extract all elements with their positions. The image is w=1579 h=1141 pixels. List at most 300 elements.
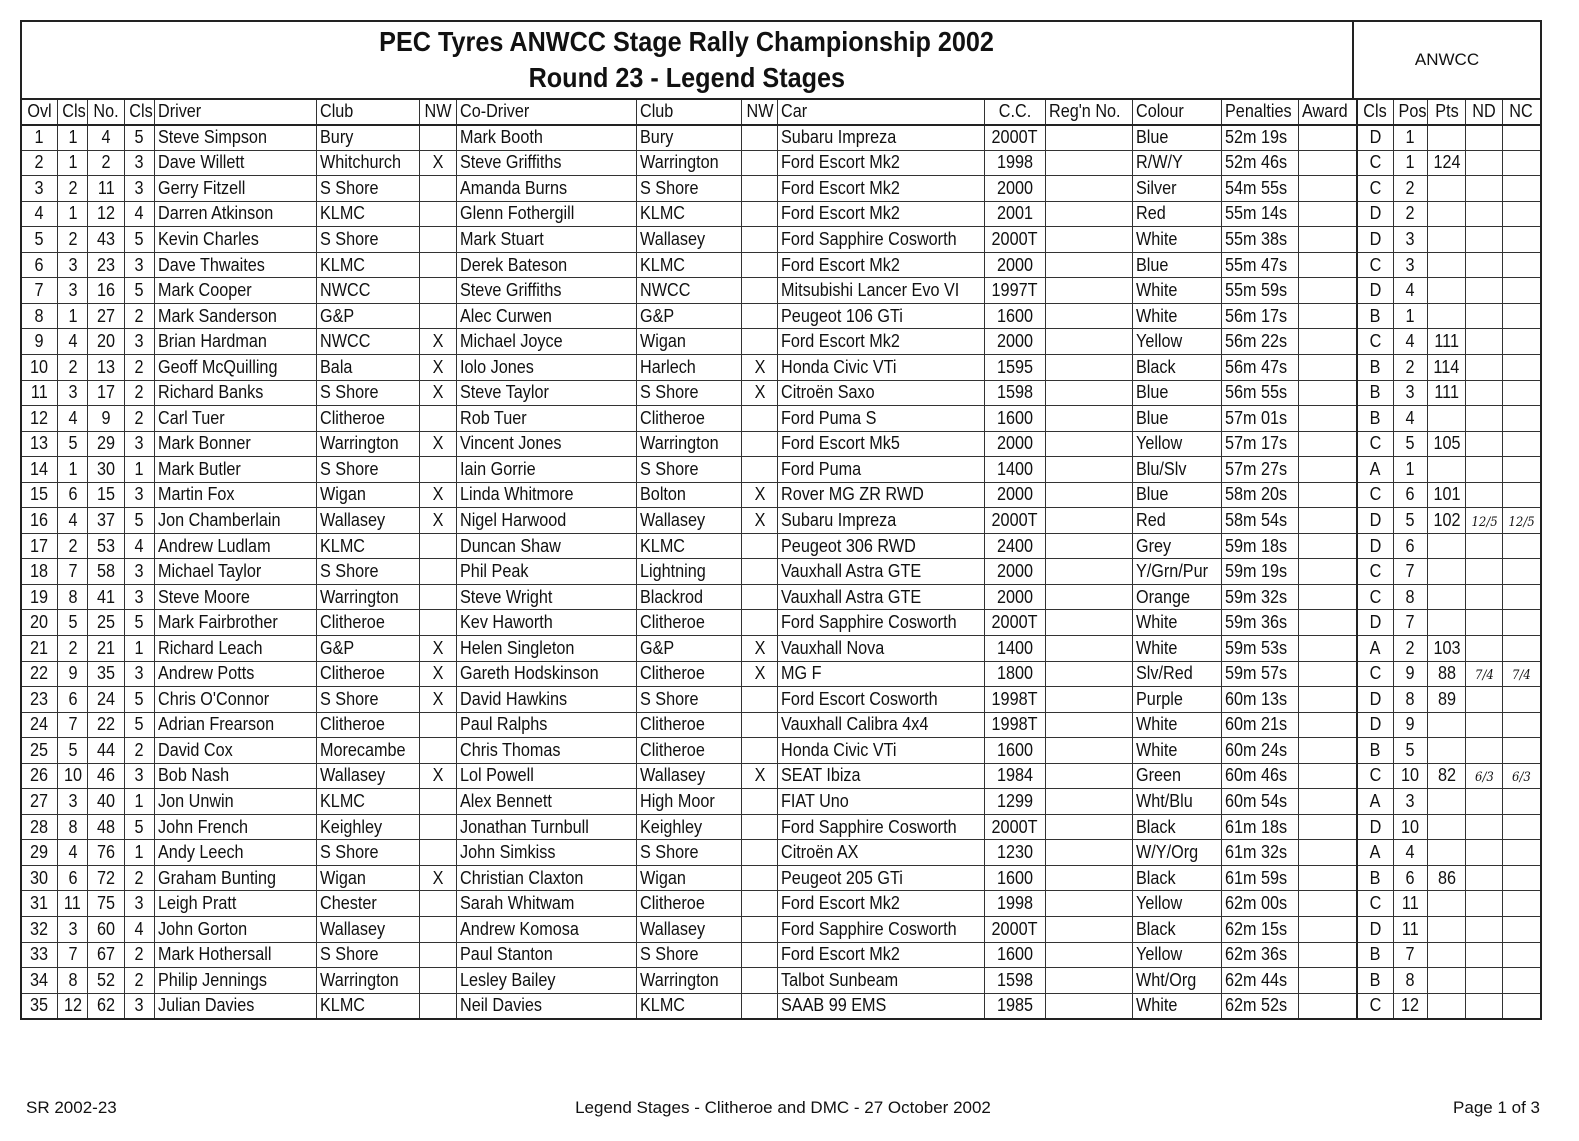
cell-text: Lightning	[639, 561, 706, 582]
cell-anwcc-pts	[1428, 227, 1466, 253]
cell-anwcc-pos	[1393, 431, 1427, 457]
cell-text: 55m 59s	[1224, 280, 1287, 301]
cell-car	[778, 457, 984, 483]
table-row	[21, 482, 1541, 508]
cell-text: Red	[1135, 203, 1166, 224]
cell-driver-nw	[420, 712, 456, 738]
cell-text: White	[1135, 280, 1177, 301]
cell-penalties	[1221, 406, 1298, 432]
cell-text: Blue	[1135, 254, 1168, 275]
cell-reg-no	[1045, 201, 1132, 227]
cell-nc	[1502, 201, 1541, 227]
cell-text: Philip Jennings	[158, 969, 268, 990]
cell-text: Clitheroe	[319, 612, 385, 633]
cell-text: B	[1369, 739, 1381, 760]
cell-co-driver-nw	[741, 125, 777, 151]
cell-nd	[1466, 559, 1502, 585]
cell-class	[124, 559, 154, 585]
cell-award	[1298, 380, 1357, 406]
cell-text: 2	[1405, 356, 1415, 377]
cell-anwcc-pos	[1393, 610, 1427, 636]
cell-anwcc-pts	[1428, 763, 1466, 789]
cell-text: S Shore	[319, 229, 379, 249]
cell-driver-nw	[420, 738, 456, 764]
cell-anwcc-pos	[1393, 533, 1427, 559]
cell-car	[778, 252, 984, 278]
cell-cc	[984, 789, 1045, 815]
cell-driver-club	[316, 252, 419, 278]
cell-text: 32	[30, 918, 49, 939]
cell-award	[1298, 687, 1357, 713]
cell-anwcc-class	[1357, 584, 1393, 610]
cell-text: Michael Joyce	[459, 331, 563, 352]
cell-text: 58m 54s	[1224, 510, 1287, 531]
cell-co-driver-nw	[741, 278, 777, 304]
cell-nd	[1466, 278, 1502, 304]
cell-text: 16	[96, 280, 115, 301]
cell-co-driver-club	[636, 917, 741, 943]
cell-anwcc-class	[1357, 431, 1393, 457]
cell-anwcc-pos	[1393, 738, 1427, 764]
cell-nd	[1466, 712, 1502, 738]
cell-ovl	[21, 406, 57, 432]
cell-anwcc-pts	[1428, 457, 1466, 483]
table-row	[21, 278, 1541, 304]
cell-penalties	[1221, 635, 1298, 661]
cell-anwcc-pos	[1393, 559, 1427, 585]
cell-award	[1298, 993, 1357, 1019]
cell-text: FIAT Uno	[781, 791, 850, 812]
cell-co-driver-nw	[741, 789, 777, 815]
cell-text: S Shore	[639, 382, 699, 403]
cell-text: Peugeot 306 RWD	[781, 535, 917, 556]
cell-driver-club	[316, 227, 419, 253]
cell-driver-nw	[420, 431, 456, 457]
cell-text: 4	[68, 842, 78, 863]
cell-class	[124, 763, 154, 789]
cell-text: 1985	[996, 995, 1033, 1016]
cell-text: 8	[1405, 586, 1415, 607]
cell-text: 5	[1405, 433, 1415, 454]
cell-car	[778, 559, 984, 585]
cell-text: Wallasey	[319, 765, 386, 786]
cell-anwcc-pts	[1428, 406, 1466, 432]
cell-cc	[984, 227, 1045, 253]
column-header-car-number	[88, 99, 124, 125]
cell-text: NWCC	[639, 280, 691, 301]
cell-co-driver-nw	[741, 968, 777, 994]
cell-anwcc-pts	[1428, 201, 1466, 227]
cell-class-pos	[57, 278, 87, 304]
cell-driver-club	[316, 354, 419, 380]
cell-anwcc-pts	[1428, 508, 1466, 534]
cell-anwcc-class	[1357, 865, 1393, 891]
cell-driver-nw	[420, 789, 456, 815]
cell-class-pos	[57, 227, 87, 253]
cell-text: SAAB 99 EMS	[781, 995, 887, 1016]
cell-car-number	[88, 610, 124, 636]
cell-text: 11	[31, 382, 48, 403]
cell-text: 16	[30, 510, 49, 531]
cell-text: Iain Gorrie	[459, 458, 536, 479]
cell-text: Citroën Saxo	[781, 382, 876, 403]
cell-text: 6	[68, 688, 78, 709]
cell-text: 28	[30, 816, 49, 837]
cell-text: Warrington	[639, 969, 719, 990]
column-header-penalties	[1221, 99, 1298, 125]
cell-driver	[155, 227, 317, 253]
cell-text: 1	[1405, 458, 1415, 479]
cell-text: KLMC	[639, 203, 685, 224]
cell-text: 2	[68, 356, 78, 377]
cell-text: Green	[1135, 765, 1181, 786]
cell-nc	[1502, 763, 1541, 789]
cell-anwcc-pts	[1428, 125, 1466, 151]
cell-nd	[1466, 789, 1502, 815]
cell-anwcc-class	[1357, 610, 1393, 636]
cell-text: 23	[30, 688, 49, 709]
cell-car	[778, 227, 984, 253]
header-label: NC	[1509, 101, 1534, 122]
cell-text: 6	[34, 254, 44, 275]
cell-text: 8	[68, 586, 78, 607]
cell-text: A	[1369, 842, 1381, 863]
cell-nd	[1466, 354, 1502, 380]
cell-driver-nw	[420, 942, 456, 968]
cell-text: 1998T	[991, 688, 1038, 709]
cell-text: 86	[1437, 867, 1456, 888]
cell-text: Harlech	[639, 356, 696, 377]
cell-text: 3	[134, 586, 144, 607]
cell-colour	[1132, 176, 1221, 202]
cell-car	[778, 993, 984, 1019]
cell-class	[124, 201, 154, 227]
cell-reg-no	[1045, 406, 1132, 432]
cell-anwcc-pts	[1428, 635, 1466, 661]
cell-driver	[155, 559, 317, 585]
cell-text: 41	[96, 586, 115, 607]
cell-colour	[1132, 533, 1221, 559]
cell-award	[1298, 635, 1357, 661]
cell-anwcc-pos	[1393, 380, 1427, 406]
cell-text: Black	[1135, 816, 1176, 837]
cell-co-driver-club	[636, 814, 741, 840]
column-header-award	[1298, 99, 1357, 125]
cell-text: Ford Sapphire Cosworth	[781, 816, 957, 837]
cell-co-driver	[456, 482, 636, 508]
cell-ovl	[21, 252, 57, 278]
cell-text: Gerry Fitzell	[158, 177, 246, 198]
cell-penalties	[1221, 329, 1298, 355]
cell-text: KLMC	[639, 254, 685, 275]
cell-text: 43	[96, 229, 115, 249]
cell-text: Steve Simpson	[158, 127, 268, 148]
cell-text: Andy Leech	[158, 842, 244, 863]
cell-co-driver-nw	[741, 687, 777, 713]
cell-co-driver	[456, 176, 636, 202]
cell-driver-club	[316, 635, 419, 661]
cell-ovl	[21, 508, 57, 534]
cell-nc	[1502, 176, 1541, 202]
cell-text: Rob Tuer	[459, 407, 527, 428]
cell-car-number	[88, 865, 124, 891]
cell-text: C	[1369, 152, 1382, 173]
cell-nc	[1502, 661, 1541, 687]
document-code: SR 2002-23	[26, 1098, 117, 1117]
cell-nc	[1502, 865, 1541, 891]
cell-co-driver-club	[636, 150, 741, 176]
cell-text: C	[1369, 765, 1382, 786]
cell-co-driver-club	[636, 840, 741, 866]
cell-text: Peugeot 106 GTi	[781, 305, 904, 326]
table-row	[21, 303, 1541, 329]
cell-car	[778, 610, 984, 636]
cell-car	[778, 431, 984, 457]
cell-penalties	[1221, 993, 1298, 1019]
cell-text: 40	[96, 791, 115, 812]
cell-text: 2000	[996, 331, 1033, 352]
cell-car-number	[88, 227, 124, 253]
cell-nc	[1502, 380, 1541, 406]
cell-text: Vauxhall Calibra 4x4	[781, 714, 929, 735]
cell-text: KLMC	[319, 254, 365, 275]
cell-award	[1298, 840, 1357, 866]
header-label: Penalties	[1224, 101, 1292, 122]
cell-car-number	[88, 763, 124, 789]
cell-text: Ford Escort Mk2	[781, 203, 901, 224]
cell-text: S Shore	[639, 177, 699, 198]
cell-nc	[1502, 406, 1541, 432]
cell-anwcc-class	[1357, 993, 1393, 1019]
cell-anwcc-pts	[1428, 687, 1466, 713]
cell-class-pos	[57, 201, 87, 227]
cell-driver-club	[316, 865, 419, 891]
cell-penalties	[1221, 125, 1298, 151]
cell-co-driver	[456, 917, 636, 943]
cell-ovl	[21, 201, 57, 227]
cell-text: Paul Stanton	[459, 944, 553, 965]
cell-co-driver	[456, 891, 636, 917]
cell-text: 27	[30, 791, 49, 812]
cell-text: John Simkiss	[459, 842, 556, 863]
cell-text: 56m 17s	[1224, 305, 1287, 326]
cell-co-driver-club	[636, 789, 741, 815]
cell-driver-club	[316, 584, 419, 610]
cell-anwcc-pos	[1393, 227, 1427, 253]
cell-driver-club	[316, 840, 419, 866]
cell-text: Nigel Harwood	[459, 510, 566, 531]
table-row	[21, 763, 1541, 789]
cell-co-driver	[456, 840, 636, 866]
cell-text: C	[1369, 663, 1382, 684]
cell-text: Keighley	[319, 816, 383, 837]
page-title: PEC Tyres ANWCC Stage Rally Championship 2002	[379, 26, 995, 57]
cell-driver-nw	[420, 227, 456, 253]
cell-text: 2	[134, 969, 144, 990]
cell-driver-nw	[420, 201, 456, 227]
cell-nd	[1466, 406, 1502, 432]
cell-colour	[1132, 406, 1221, 432]
cell-anwcc-pos	[1393, 508, 1427, 534]
table-row	[21, 380, 1541, 406]
cell-co-driver	[456, 968, 636, 994]
cell-text: Wallasey	[639, 229, 705, 249]
cell-text: White	[1135, 305, 1177, 326]
cell-award	[1298, 533, 1357, 559]
cell-colour	[1132, 354, 1221, 380]
cell-text: 1998	[996, 893, 1033, 914]
cell-text: 5	[1405, 739, 1415, 760]
cell-text: D	[1369, 229, 1382, 249]
cell-text: Bury	[319, 127, 354, 148]
cell-text: 1	[134, 458, 144, 479]
cell-anwcc-class	[1357, 968, 1393, 994]
cell-text: Yellow	[1135, 433, 1182, 454]
cell-text: Chris O'Connor	[158, 688, 270, 709]
cell-text: 8	[34, 305, 44, 326]
cell-award	[1298, 610, 1357, 636]
cell-ovl	[21, 968, 57, 994]
cell-colour	[1132, 891, 1221, 917]
cell-co-driver-club	[636, 687, 741, 713]
cell-class	[124, 533, 154, 559]
cell-driver	[155, 150, 317, 176]
cell-driver-club	[316, 278, 419, 304]
cell-text: Wht/Blu	[1135, 791, 1193, 812]
cell-co-driver	[456, 814, 636, 840]
cell-text: 6	[1405, 867, 1415, 888]
cell-text: 53	[96, 535, 115, 556]
cell-text: 4	[134, 535, 144, 556]
cell-driver	[155, 354, 317, 380]
cell-co-driver	[456, 763, 636, 789]
cell-text: B	[1369, 382, 1381, 403]
cell-text: 59m 57s	[1224, 663, 1287, 684]
cell-colour	[1132, 789, 1221, 815]
cell-text: 59m 19s	[1224, 561, 1287, 582]
cell-reg-no	[1045, 584, 1132, 610]
cell-reg-no	[1045, 508, 1132, 534]
cell-cc	[984, 125, 1045, 151]
table-row	[21, 150, 1541, 176]
cell-co-driver-nw	[741, 303, 777, 329]
cell-text: C	[1369, 586, 1382, 607]
cell-text: 3	[134, 484, 144, 505]
cell-reg-no	[1045, 227, 1132, 253]
cell-text: S Shore	[319, 944, 379, 965]
cell-text: 1600	[996, 305, 1033, 326]
cell-award	[1298, 406, 1357, 432]
cell-co-driver-club	[636, 431, 741, 457]
cell-anwcc-pos	[1393, 661, 1427, 687]
cell-co-driver-club	[636, 329, 741, 355]
cell-driver	[155, 406, 317, 432]
cell-co-driver	[456, 865, 636, 891]
cell-anwcc-pos	[1393, 201, 1427, 227]
cell-car	[778, 584, 984, 610]
cell-cc	[984, 431, 1045, 457]
cell-co-driver-club	[636, 303, 741, 329]
cell-text: 59m 32s	[1224, 586, 1287, 607]
cell-text: X	[432, 433, 444, 454]
column-header-anwcc-class	[1357, 99, 1393, 125]
cell-nc	[1502, 610, 1541, 636]
cell-ovl	[21, 763, 57, 789]
cell-text: 1	[68, 458, 78, 479]
cell-text: Grey	[1135, 535, 1171, 556]
cell-car	[778, 891, 984, 917]
cell-car	[778, 176, 984, 202]
cell-car-number	[88, 993, 124, 1019]
cell-text: Andrew Ludlam	[158, 535, 271, 556]
cell-driver	[155, 968, 317, 994]
cell-car	[778, 712, 984, 738]
cell-driver-club	[316, 380, 419, 406]
cell-ovl	[21, 227, 57, 253]
cell-co-driver-nw	[741, 891, 777, 917]
cell-anwcc-pos	[1393, 406, 1427, 432]
cell-car-number	[88, 252, 124, 278]
cell-nc	[1502, 533, 1541, 559]
cell-text: 111	[1434, 331, 1460, 352]
cell-car	[778, 840, 984, 866]
cell-text: 4	[101, 127, 111, 148]
cell-co-driver	[456, 278, 636, 304]
cell-co-driver-club	[636, 661, 741, 687]
cell-driver-nw	[420, 687, 456, 713]
cell-class-pos	[57, 252, 87, 278]
cell-text: Warrington	[319, 969, 399, 990]
cell-text: S Shore	[319, 688, 379, 709]
cell-colour	[1132, 865, 1221, 891]
cell-text: 60m 46s	[1224, 765, 1287, 786]
cell-class	[124, 303, 154, 329]
cell-text: 3	[1405, 382, 1415, 403]
cell-text: 20	[30, 612, 49, 633]
cell-text: Orange	[1135, 586, 1190, 607]
cell-text: 1997T	[991, 280, 1038, 301]
cell-text: Wigan	[319, 867, 366, 888]
cell-anwcc-class	[1357, 303, 1393, 329]
cell-text: 3	[134, 152, 144, 173]
cell-co-driver-club	[636, 610, 741, 636]
cell-text: C	[1369, 433, 1382, 454]
cell-penalties	[1221, 354, 1298, 380]
cell-text: 3	[1405, 791, 1415, 812]
cell-text: 17	[96, 382, 115, 403]
cell-text: 1	[134, 791, 144, 812]
cell-anwcc-pts	[1428, 840, 1466, 866]
cell-text: 26	[30, 765, 49, 786]
cell-penalties	[1221, 789, 1298, 815]
cell-co-driver-nw	[741, 814, 777, 840]
cell-driver-club	[316, 942, 419, 968]
cell-text: S Shore	[319, 458, 379, 479]
cell-text: 3	[134, 177, 144, 198]
cell-co-driver	[456, 687, 636, 713]
cell-cc	[984, 738, 1045, 764]
cell-text: Paul Ralphs	[459, 714, 547, 735]
cell-driver	[155, 380, 317, 406]
cell-reg-no	[1045, 763, 1132, 789]
cell-text: 57m 27s	[1224, 458, 1287, 479]
cell-anwcc-class	[1357, 125, 1393, 151]
cell-text: 2	[1405, 203, 1415, 224]
cell-text: 15	[30, 484, 49, 505]
cell-text: 1	[134, 842, 144, 863]
cell-text: 4	[134, 203, 144, 224]
cell-colour	[1132, 635, 1221, 661]
